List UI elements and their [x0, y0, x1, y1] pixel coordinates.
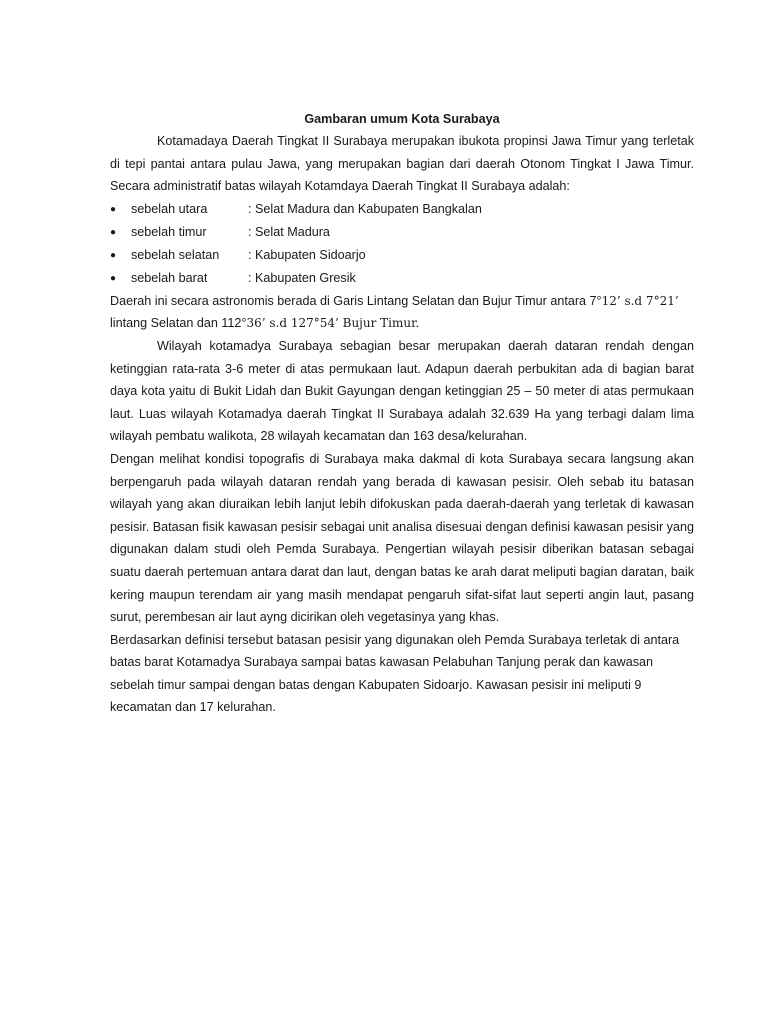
border-direction: sebelah utara	[131, 201, 208, 216]
border-direction: sebelah barat	[131, 270, 208, 285]
intro-paragraph: Kotamadaya Daerah Tingkat II Surabaya merupakan ibukota propinsi Jawa Timur yang terletak di tepi pantai antara pulau Jawa, yang merupakan bagian dari daerah Otonom Tingkat I Jawa Timur. Secara administratif batas wilayah Kotamdaya Daerah Tingkat II Surabaya adalah:	[110, 134, 694, 194]
astronomy-text: lintang Selatan dan 112°	[110, 316, 247, 331]
bullet-icon: ●	[110, 272, 117, 284]
list-item	[110, 198, 694, 221]
bullet-icon: ●	[110, 249, 117, 261]
latitude-range: 12’ s.d 7°21’	[601, 293, 679, 308]
border-value: : Kabupaten Sidoarjo	[248, 247, 366, 262]
definition-paragraph: Berdasarkan definisi tersebut batasan pesisir yang digunakan oleh Pemda Surabaya terletak di antara batas barat Kotamadya Surabaya sampai batas kawasan Pelabuhan Tanjung perak dan kawasan sebelah timur sampai dengan batas dengan Kabupaten Sidoarjo. Kawasan pesisir ini meliputi 9 kecamatan dan 17 kelurahan.	[110, 632, 680, 715]
list-item	[110, 267, 694, 290]
document-page	[110, 108, 694, 719]
bullet-icon: ●	[110, 226, 117, 238]
list-item	[110, 221, 694, 244]
border-value: : Selat Madura	[248, 224, 330, 239]
document-title: Gambaran umum Kota Surabaya	[304, 112, 500, 126]
border-direction: sebelah timur	[131, 224, 207, 239]
border-value: : Selat Madura dan Kabupaten Bangkalan	[248, 201, 482, 216]
longitude-range: 36’ s.d 127°54’ Bujur Timur.	[246, 316, 420, 331]
astronomy-paragraph	[110, 290, 694, 335]
topography-paragraph: Dengan melihat kondisi topografis di Surabaya maka dakmal di kota Surabaya secara langsung akan berpengaruh pada wilayah dataran rendah yang berada di kawasan pesisir. Oleh sebab itu batasan wilayah yang akan diuraikan lebih lanjut lebih difokuskan pada daerah-daerah yang terletak di kawasan pesisir. Batasan fisik kawasan pesisir sebagai unit analisa disesuai dengan definisi kawasan pesisir yang digunakan dalam studi oleh Pemda Surabaya. Pengertian wilayah pesisir diberikan batasan sebagai suatu daerah pertemuan antara darat dan laut, dengan batas ke arah darat meliputi bagian daratan, baik kering maupun terendam air yang masih mendapat pengaruh sifat-sifat laut seperti angin laut, pasang surut, perembesan air laut ayng dicirikan oleh vegetasinya yang khas.	[110, 451, 694, 625]
astronomy-text: Daerah ini secara astronomis berada di Garis Lintang Selatan dan Bujur Timur antara 7°	[110, 293, 602, 308]
list-item	[110, 244, 694, 267]
border-direction: sebelah selatan	[131, 247, 220, 262]
border-list	[110, 198, 694, 290]
border-value: : Kabupaten Gresik	[248, 270, 356, 285]
bullet-icon: ●	[110, 203, 117, 215]
area-paragraph: Wilayah kotamadya Surabaya sebagian besar merupakan daerah dataran rendah dengan ketinggian rata-rata 3-6 meter di atas permukaan laut. Adapun daerah perbukitan ada di bagian barat daya kota yaitu di Bukit Lidah dan Bukit Gayungan dengan ketinggian 25 – 50 meter di atas permukaan laut. Luas wilayah Kotamadya daerah Tingkat II Surabaya adalah 32.639 Ha yang terbagi dalam lima wilayah pembatu walikota, 28 wilayah kecamatan dan 163 desa/kelurahan.	[110, 338, 694, 444]
